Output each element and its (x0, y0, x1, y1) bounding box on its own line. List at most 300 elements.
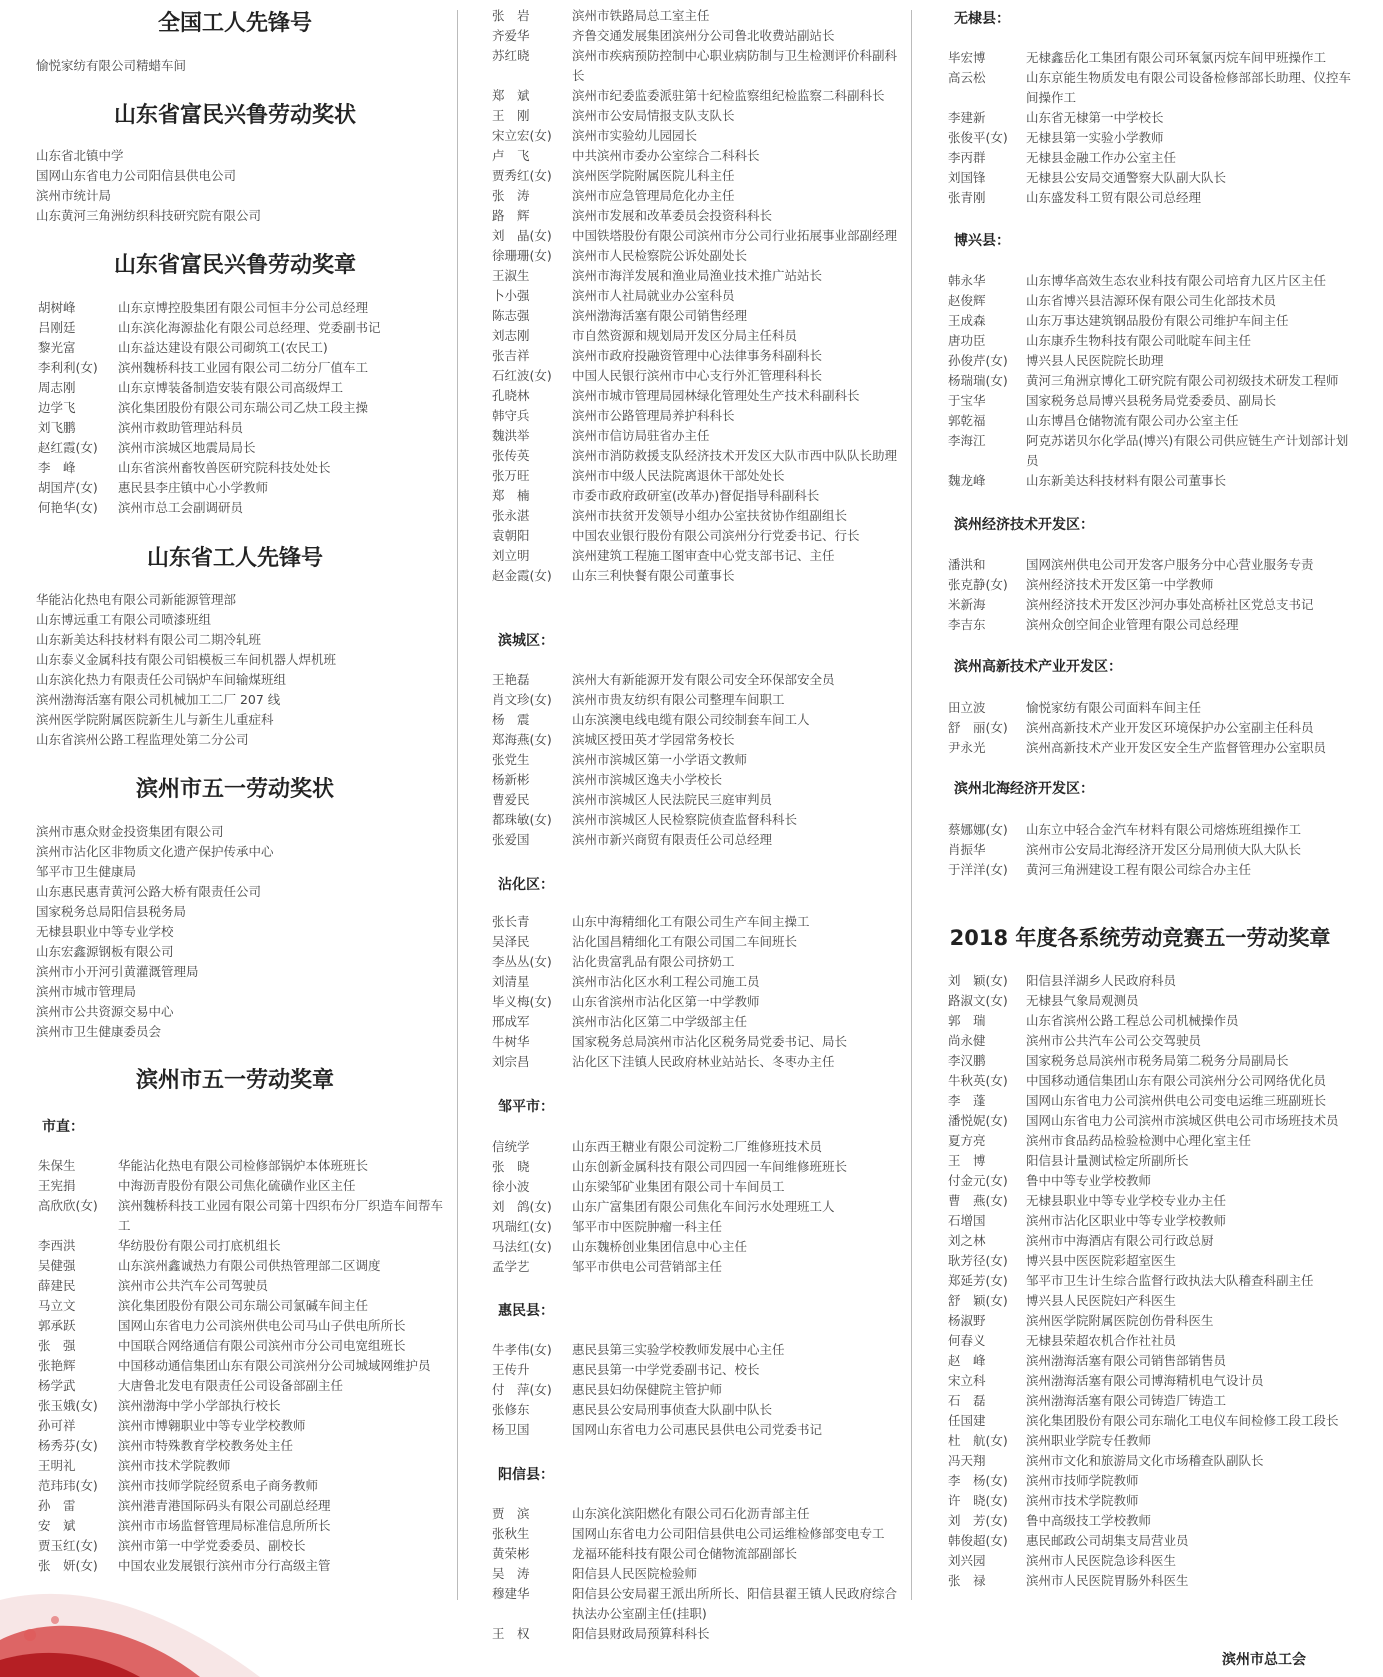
person-title: 山东京博装备制造安装有限公司高级焊工 (118, 380, 344, 395)
person-title: 阳信县人民医院检验师 (572, 1566, 698, 1581)
org-item: 华能沾化热电有限公司新能源管理部 (36, 592, 237, 607)
person-name: 刘清星 (492, 974, 530, 989)
person-title: 滨州魏桥科技工业园有限公司第十四织布分厂织造车间帮车工 (118, 1198, 444, 1233)
list-item (920, 1291, 1360, 1311)
person-name: 赵俊辉 (948, 293, 986, 308)
person-name: 石 磊 (948, 1393, 986, 1408)
person-title: 滨州医学院附属医院创伤骨科医生 (1026, 1313, 1214, 1328)
list-item (920, 1391, 1360, 1411)
person-name: 王淑生 (492, 268, 530, 283)
person-title: 国网滨州供电公司开发客户服务分中心营业服务专责 (1026, 557, 1314, 572)
list-item (20, 1356, 450, 1376)
person-title: 国家税务总局博兴县税务局党委委员、副局长 (1026, 393, 1277, 408)
person-title: 滨州市人社局就业办公室科员 (572, 288, 735, 303)
list-item (920, 1211, 1360, 1231)
list-item (478, 992, 898, 1012)
list-item (20, 1396, 450, 1416)
list-item (920, 471, 1360, 491)
person-title: 中国移动通信集团山东有限公司滨州分公司城域网维护员 (118, 1358, 431, 1373)
person-title: 滨州渤海活塞有限公司铸造厂铸造工 (1026, 1393, 1227, 1408)
org-item: 无棣县职业中等专业学校 (36, 924, 174, 939)
person-title: 滨州市特殊教育学校教务处主任 (118, 1438, 294, 1453)
list-item (920, 371, 1360, 391)
org-item: 滨州市公共资源交易中心 (36, 1004, 174, 1019)
person-title: 中共滨州市委办公室综合二科科长 (572, 148, 760, 163)
person-list (920, 698, 1360, 758)
person-title: 无棣县职业中等专业学校专业办主任 (1026, 1193, 1227, 1208)
person-title: 中国农业发展银行滨州市分行高级主管 (118, 1558, 331, 1573)
issuer-signature: 滨州市总工会 (1222, 1652, 1306, 1668)
person-list (478, 1340, 898, 1440)
person-title: 黄河三角洲建设工程有限公司综合办主任 (1026, 862, 1252, 877)
person-title: 滨州众创空间企业管理有限公司总经理 (1026, 617, 1239, 632)
list-item (478, 266, 898, 286)
person-name: 刘 颖(女) (948, 973, 1008, 988)
org-item: 国网山东省电力公司阳信县供电公司 (36, 168, 237, 183)
person-title: 中国联合网络通信有限公司滨州市分公司电宽组班长 (118, 1338, 406, 1353)
person-title: 阳信县洋湖乡人民政府科员 (1026, 973, 1177, 988)
person-name: 石增国 (948, 1213, 986, 1228)
list-item (920, 1551, 1360, 1571)
list-item (20, 298, 450, 318)
person-name: 尚永健 (948, 1033, 986, 1048)
list-item (920, 1491, 1360, 1511)
person-title: 山东西王糖业有限公司淀粉二厂维修班技术员 (572, 1139, 823, 1154)
list-item (920, 1191, 1360, 1211)
list-item (478, 750, 898, 770)
person-name: 齐爱华 (492, 28, 530, 43)
person-name: 赵金霞(女) (492, 568, 552, 583)
person-name: 李西洪 (38, 1238, 76, 1253)
list-item (478, 1052, 898, 1072)
list-item (920, 555, 1360, 575)
org-item: 愉悦家纺有限公司精蜡车间 (36, 58, 187, 73)
list-item (20, 1176, 450, 1196)
person-name: 何春义 (948, 1333, 986, 1348)
person-name: 石红波(女) (492, 368, 552, 383)
person-name: 孙可祥 (38, 1418, 76, 1433)
list-item (478, 1504, 898, 1524)
person-title: 中海沥青股份有限公司焦化硫磺作业区主任 (118, 1178, 356, 1193)
person-title: 国网山东省电力公司滨州市滨城区供电公司市场班技术员 (1026, 1113, 1339, 1128)
list-item (920, 128, 1360, 148)
person-name: 任国建 (948, 1413, 986, 1428)
list-item (478, 972, 898, 992)
list-item (478, 406, 898, 426)
person-list (920, 48, 1360, 208)
person-title: 滨州市食品药品检验检测中心理化室主任 (1026, 1133, 1252, 1148)
list-item (478, 486, 898, 506)
person-title: 国网山东省电力公司惠民县供电公司党委书记 (572, 1422, 823, 1437)
person-name: 陈志强 (492, 308, 530, 323)
list-item (920, 1411, 1360, 1431)
person-title: 山东三利快餐有限公司董事长 (572, 568, 735, 583)
person-name: 宋立科 (948, 1373, 986, 1388)
list-item (920, 1511, 1360, 1531)
person-name: 孔晓林 (492, 388, 530, 403)
person-title: 山东滨化海源盐化有限公司总经理、党委副书记 (118, 320, 381, 335)
person-title: 山东梁邹矿业集团有限公司十车间员工 (572, 1179, 785, 1194)
subsection-label: 惠民县： (498, 1303, 554, 1319)
person-title: 沾化区下洼镇人民政府林业站站长、冬枣办主任 (572, 1054, 835, 1069)
person-name: 苏红晓 (492, 48, 530, 63)
person-title: 中国铁塔股份有限公司滨州市分公司行业拓展事业部副经理 (572, 228, 898, 243)
person-title: 国家税务总局滨州市税务局第二税务分局副局长 (1026, 1053, 1289, 1068)
person-name: 李利利(女) (38, 360, 98, 375)
person-title: 博兴县人民医院妇产科医生 (1026, 1293, 1177, 1308)
person-list (920, 820, 1360, 880)
org-list (36, 146, 261, 226)
list-item (920, 188, 1360, 208)
list-item (478, 1360, 898, 1380)
person-name: 尹永光 (948, 740, 986, 755)
person-name: 张俊平(女) (948, 130, 1008, 145)
person-name: 耿芳径(女) (948, 1253, 1008, 1268)
person-title: 滨州市市场监督管理局标准信息所所长 (118, 1518, 331, 1533)
person-name: 张青刚 (948, 190, 986, 205)
list-item (478, 1197, 898, 1217)
person-name: 黎光富 (38, 340, 76, 355)
person-name: 卜小强 (492, 288, 530, 303)
list-item (920, 431, 1360, 471)
person-name: 田立波 (948, 700, 986, 715)
person-name: 张 涛 (492, 188, 530, 203)
list-item (920, 1471, 1360, 1491)
org-item: 山东宏鑫源钢板有限公司 (36, 944, 174, 959)
person-title: 无棣鑫岳化工集团有限公司环氧氯丙烷车间甲班操作工 (1026, 50, 1327, 65)
person-title: 博兴县人民医院院长助理 (1026, 353, 1164, 368)
person-name: 张党生 (492, 752, 530, 767)
person-name: 高云松 (948, 70, 986, 85)
person-title: 滨州市纪委监委派驻第十纪检监察组纪检监察二科副科长 (572, 88, 885, 103)
person-name: 唐功臣 (948, 333, 986, 348)
person-name: 李建新 (948, 110, 986, 125)
list-item (20, 1436, 450, 1456)
list-item (20, 378, 450, 398)
person-name: 王宪捐 (38, 1178, 76, 1193)
person-name: 曹爱民 (492, 792, 530, 807)
person-name: 杨学武 (38, 1378, 76, 1393)
person-name: 胡国芹(女) (38, 480, 98, 495)
person-title: 滨州渤海活塞有限公司销售经理 (572, 308, 748, 323)
person-name: 张传英 (492, 448, 530, 463)
list-item (920, 1271, 1360, 1291)
person-title: 山东益达建设有限公司砌筑工(农民工) (118, 340, 328, 355)
section-title: 滨州市五一劳动奖状 (135, 777, 334, 802)
person-title: 邹平市卫生计生综合监督行政执法大队稽查科副主任 (1026, 1273, 1314, 1288)
person-name: 潘洪和 (948, 557, 986, 572)
person-name: 王传升 (492, 1362, 530, 1377)
person-title: 阳信县计量测试检定所副所长 (1026, 1153, 1189, 1168)
person-title: 市委市政府政研室(改革办)督促指导科副科长 (572, 488, 820, 503)
list-item (478, 126, 898, 146)
list-item (478, 1257, 898, 1277)
person-title: 滨州市海洋发展和渔业局渔业技术推广站站长 (572, 268, 823, 283)
list-item (920, 698, 1360, 718)
person-title: 山东省博兴县洁源环保有限公司生化部技术员 (1026, 293, 1277, 308)
list-item (20, 1156, 450, 1176)
person-name: 郑 斌 (492, 88, 530, 103)
person-name: 冯天翔 (948, 1453, 986, 1468)
person-name: 刘 芳(女) (948, 1513, 1008, 1528)
list-item (920, 1371, 1360, 1391)
person-list (920, 555, 1360, 635)
person-title: 滨州市滨城区逸夫小学校长 (572, 772, 723, 787)
person-name: 杨瑞瑞(女) (948, 373, 1008, 388)
person-title: 山东中海精细化工有限公司生产车间主操工 (572, 914, 810, 929)
org-item: 山东泰义金属科技有限公司铝模板三车间机器人焊机班 (36, 652, 337, 667)
list-item (20, 1516, 450, 1536)
org-item: 滨州市沾化区非物质文化遗产保护传承中心 (36, 844, 274, 859)
person-name: 刘志刚 (492, 328, 530, 343)
list-item (478, 1137, 898, 1157)
person-title: 滨州魏桥科技工业园有限公司二纺分厂值车工 (118, 360, 369, 375)
list-item (20, 1456, 450, 1476)
person-list (478, 670, 898, 850)
org-item: 山东新美达科技材料有限公司二期冷轧班 (36, 632, 262, 647)
subsection-label: 滨州北海经济开发区： (954, 781, 1094, 797)
person-title: 滨州市公共汽车公司驾驶员 (118, 1278, 269, 1293)
list-item (920, 1131, 1360, 1151)
list-item (478, 186, 898, 206)
list-item (478, 166, 898, 186)
person-name: 肖文珍(女) (492, 692, 552, 707)
list-item (478, 1157, 898, 1177)
person-title: 滨州市中海酒店有限公司行政总厨 (1026, 1233, 1214, 1248)
section-title: 2018 年度各系统劳动竞赛五一劳动奖章 (949, 926, 1331, 950)
person-title: 滨州高新技术产业开发区环境保护办公室副主任科员 (1026, 720, 1314, 735)
org-item: 山东滨化热力有限责任公司锅炉车间输煤班组 (36, 672, 287, 687)
person-name: 舒 丽(女) (948, 720, 1008, 735)
person-title: 无棣县公安局交通警察大队副大队长 (1026, 170, 1227, 185)
person-name: 刘 晶(女) (492, 228, 552, 243)
person-name: 刘国锋 (948, 170, 986, 185)
person-title: 滨州市公路管理局养护科科长 (572, 408, 735, 423)
list-item (478, 566, 898, 586)
person-name: 徐珊珊(女) (492, 248, 552, 263)
list-item (920, 168, 1360, 188)
person-title: 滨州市应急管理局危化办主任 (572, 188, 735, 203)
person-name: 杨秀芬(女) (38, 1438, 98, 1453)
person-title: 阳信县财政局预算科科长 (572, 1626, 710, 1641)
list-item (920, 595, 1360, 615)
person-list (478, 1137, 898, 1277)
person-title: 无棣县荣超农机合作社社员 (1026, 1333, 1177, 1348)
person-list (478, 1504, 898, 1644)
list-item (920, 1451, 1360, 1471)
person-name: 周志刚 (38, 380, 76, 395)
list-item (20, 1536, 450, 1556)
person-name: 马法红(女) (492, 1239, 552, 1254)
person-title: 滨州市政府投融资管理中心法律事务科副科长 (572, 348, 823, 363)
person-name: 于洋洋(女) (948, 862, 1008, 877)
column-divider-2 (911, 10, 912, 1600)
person-title: 山东博华高效生态农业科技有限公司培育九区片区主任 (1026, 273, 1327, 288)
list-item (920, 148, 1360, 168)
list-item (20, 458, 450, 478)
person-list (920, 271, 1360, 491)
person-name: 张克静(女) (948, 577, 1008, 592)
person-list (478, 6, 898, 586)
person-name: 袁朝阳 (492, 528, 530, 543)
person-title: 滨州市中级人民法院离退休干部处处长 (572, 468, 785, 483)
person-name: 张玉娥(女) (38, 1398, 98, 1413)
person-name: 付 萍(女) (492, 1382, 552, 1397)
org-item: 滨州渤海活塞有限公司机械加工二厂 207 线 (36, 692, 281, 707)
list-item (920, 351, 1360, 371)
subsection-label: 博兴县： (954, 233, 1010, 249)
subsection-label: 市直： (42, 1119, 84, 1135)
list-item (20, 1296, 450, 1316)
person-name: 贾秀红(女) (492, 168, 552, 183)
person-name: 于宝华 (948, 393, 986, 408)
section-title: 滨州市五一劳动奖章 (135, 1068, 334, 1093)
subsection-label: 滨州高新技术产业开发区： (954, 659, 1122, 675)
list-item (20, 478, 450, 498)
list-item (920, 1071, 1360, 1091)
list-item (20, 318, 450, 338)
person-title: 滨城区授田英才学园常务校长 (572, 732, 735, 747)
person-title: 鲁中中等专业学校教师 (1026, 1173, 1152, 1188)
person-title: 山东万事达建筑钢品股份有限公司维护车间主任 (1026, 313, 1289, 328)
org-item: 山东黄河三角洲纺织科技研究院有限公司 (36, 208, 262, 223)
list-item (920, 1251, 1360, 1271)
person-name: 王 刚 (492, 108, 530, 123)
person-name: 张永湛 (492, 508, 530, 523)
person-name: 付金元(女) (948, 1173, 1008, 1188)
person-name: 胡树峰 (38, 300, 76, 315)
person-title: 惠民县第一中学党委副书记、校长 (572, 1362, 760, 1377)
person-title: 山东广富集团有限公司焦化车间污水处理班工人 (572, 1199, 835, 1214)
person-name: 孙俊芹(女) (948, 353, 1008, 368)
list-item (478, 506, 898, 526)
person-name: 刘立明 (492, 548, 530, 563)
list-item (478, 912, 898, 932)
person-title: 无棣县气象局观测员 (1026, 993, 1139, 1008)
person-title: 龙福环能科技有限公司仓储物流部副部长 (572, 1546, 798, 1561)
org-item: 山东博远重工有限公司喷漆班组 (36, 612, 212, 627)
list-item (20, 1336, 450, 1356)
person-title: 山东滨化滨阳燃化有限公司石化沥青部主任 (572, 1506, 810, 1521)
list-item (920, 1571, 1360, 1591)
person-title: 国网山东省电力公司阳信县供电公司运维检修部变电专工 (572, 1526, 885, 1541)
person-title: 滨州市人民检察院公诉处副处长 (572, 248, 748, 263)
section-title: 山东省工人先锋号 (146, 546, 323, 571)
person-title: 滨州市扶贫开发领导小组办公室扶贫协作组副组长 (572, 508, 848, 523)
person-title: 滨州市技师学院教师 (1026, 1473, 1139, 1488)
person-title: 滨州市文化和旅游局文化市场稽查队副队长 (1026, 1453, 1264, 1468)
person-name: 牛树华 (492, 1034, 530, 1049)
person-title: 山东博昌仓储物流有限公司办公室主任 (1026, 413, 1239, 428)
list-item (20, 1256, 450, 1276)
list-item (478, 426, 898, 446)
person-name: 范玮玮(女) (38, 1478, 98, 1493)
person-title: 滨州市铁路局总工室主任 (572, 8, 710, 23)
person-title: 滨州经济技术开发区第一中学教师 (1026, 577, 1214, 592)
person-name: 李丛丛(女) (492, 954, 552, 969)
person-title: 山东滨澳电线电缆有限公司绞制套车间工人 (572, 712, 810, 727)
list-item (920, 1351, 1360, 1371)
person-name: 米新海 (948, 597, 986, 612)
person-name: 杨淑野 (948, 1313, 986, 1328)
list-item (920, 1231, 1360, 1251)
list-item (920, 991, 1360, 1011)
org-list (36, 822, 274, 1042)
list-item (478, 306, 898, 326)
person-title: 惠民县李庄镇中心小学教师 (118, 480, 269, 495)
list-item (478, 670, 898, 690)
person-name: 张修东 (492, 1402, 530, 1417)
person-title: 滨州市沾化区职业中等专业学校教师 (1026, 1213, 1227, 1228)
person-name: 赵红霞(女) (38, 440, 98, 455)
person-name: 徐小波 (492, 1179, 530, 1194)
person-name: 都珠敏(女) (492, 812, 552, 827)
list-item (920, 738, 1360, 758)
org-item: 邹平市卫生健康局 (36, 864, 137, 879)
person-title: 山东京博控股集团有限公司恒丰分公司总经理 (118, 300, 369, 315)
person-name: 王明礼 (38, 1458, 76, 1473)
list-item (478, 1524, 898, 1544)
list-item (920, 1531, 1360, 1551)
list-item (920, 820, 1360, 840)
person-title: 山东盛发科工贸有限公司总经理 (1026, 190, 1202, 205)
person-title: 滨州市人民医院胃肠外科医生 (1026, 1573, 1189, 1588)
person-title: 山东省滨州畜牧兽医研究院科技处处长 (118, 460, 331, 475)
list-item (20, 418, 450, 438)
person-name: 薛建民 (38, 1278, 76, 1293)
person-title: 滨州市实验幼儿园园长 (572, 128, 698, 143)
section-title: 山东省富民兴鲁劳动奖状 (113, 103, 356, 128)
org-item: 滨州市卫生健康委员会 (36, 1024, 162, 1039)
list-item (920, 1171, 1360, 1191)
person-name: 孙 雷 (38, 1498, 76, 1513)
person-title: 邹平市供电公司营销部主任 (572, 1259, 723, 1274)
list-item (478, 790, 898, 810)
person-title: 滨州职业学院专任教师 (1026, 1433, 1152, 1448)
list-item (478, 346, 898, 366)
person-name: 郭乾福 (948, 413, 986, 428)
person-title: 惠民邮政公司胡集支局营业员 (1026, 1533, 1189, 1548)
list-item (478, 1624, 898, 1644)
list-item (20, 1556, 450, 1576)
list-item (478, 46, 898, 86)
person-name: 马立文 (38, 1298, 76, 1313)
person-name: 郑 楠 (492, 488, 530, 503)
person-name: 张 晓 (492, 1159, 530, 1174)
person-title: 滨州市技师学院经贸系电子商务教师 (118, 1478, 319, 1493)
list-item (478, 1380, 898, 1400)
person-title: 惠民县公安局刑事侦查大队副中队长 (572, 1402, 773, 1417)
person-name: 刘宗昌 (492, 1054, 530, 1069)
person-name: 郭 瑞 (948, 1013, 986, 1028)
person-title: 滨州市消防救援支队经济技术开发区大队市西中队队长助理 (572, 448, 898, 463)
person-name: 郑延芳(女) (948, 1273, 1008, 1288)
person-name: 杜 航(女) (948, 1433, 1008, 1448)
person-title: 滨州医学院附属医院儿科主任 (572, 168, 735, 183)
person-name: 牛秋英(女) (948, 1073, 1008, 1088)
person-title: 滨州建筑工程施工图审查中心党支部书记、主任 (572, 548, 835, 563)
person-title: 阳信县公安局翟王派出所所长、阳信县翟王镇人民政府综合执法办公室副主任(挂职) (572, 1586, 898, 1621)
person-title: 滨州市贵友纺织有限公司整理车间职工 (572, 692, 785, 707)
list-item (478, 226, 898, 246)
person-title: 滨州市发展和改革委员会投资科科长 (572, 208, 773, 223)
person-title: 惠民县妇幼保健院主管护师 (572, 1382, 723, 1397)
list-item (478, 932, 898, 952)
person-name: 刘兴园 (948, 1553, 986, 1568)
person-name: 孟学艺 (492, 1259, 530, 1274)
person-name: 边学飞 (38, 400, 76, 415)
person-name: 韩俊超(女) (948, 1533, 1008, 1548)
